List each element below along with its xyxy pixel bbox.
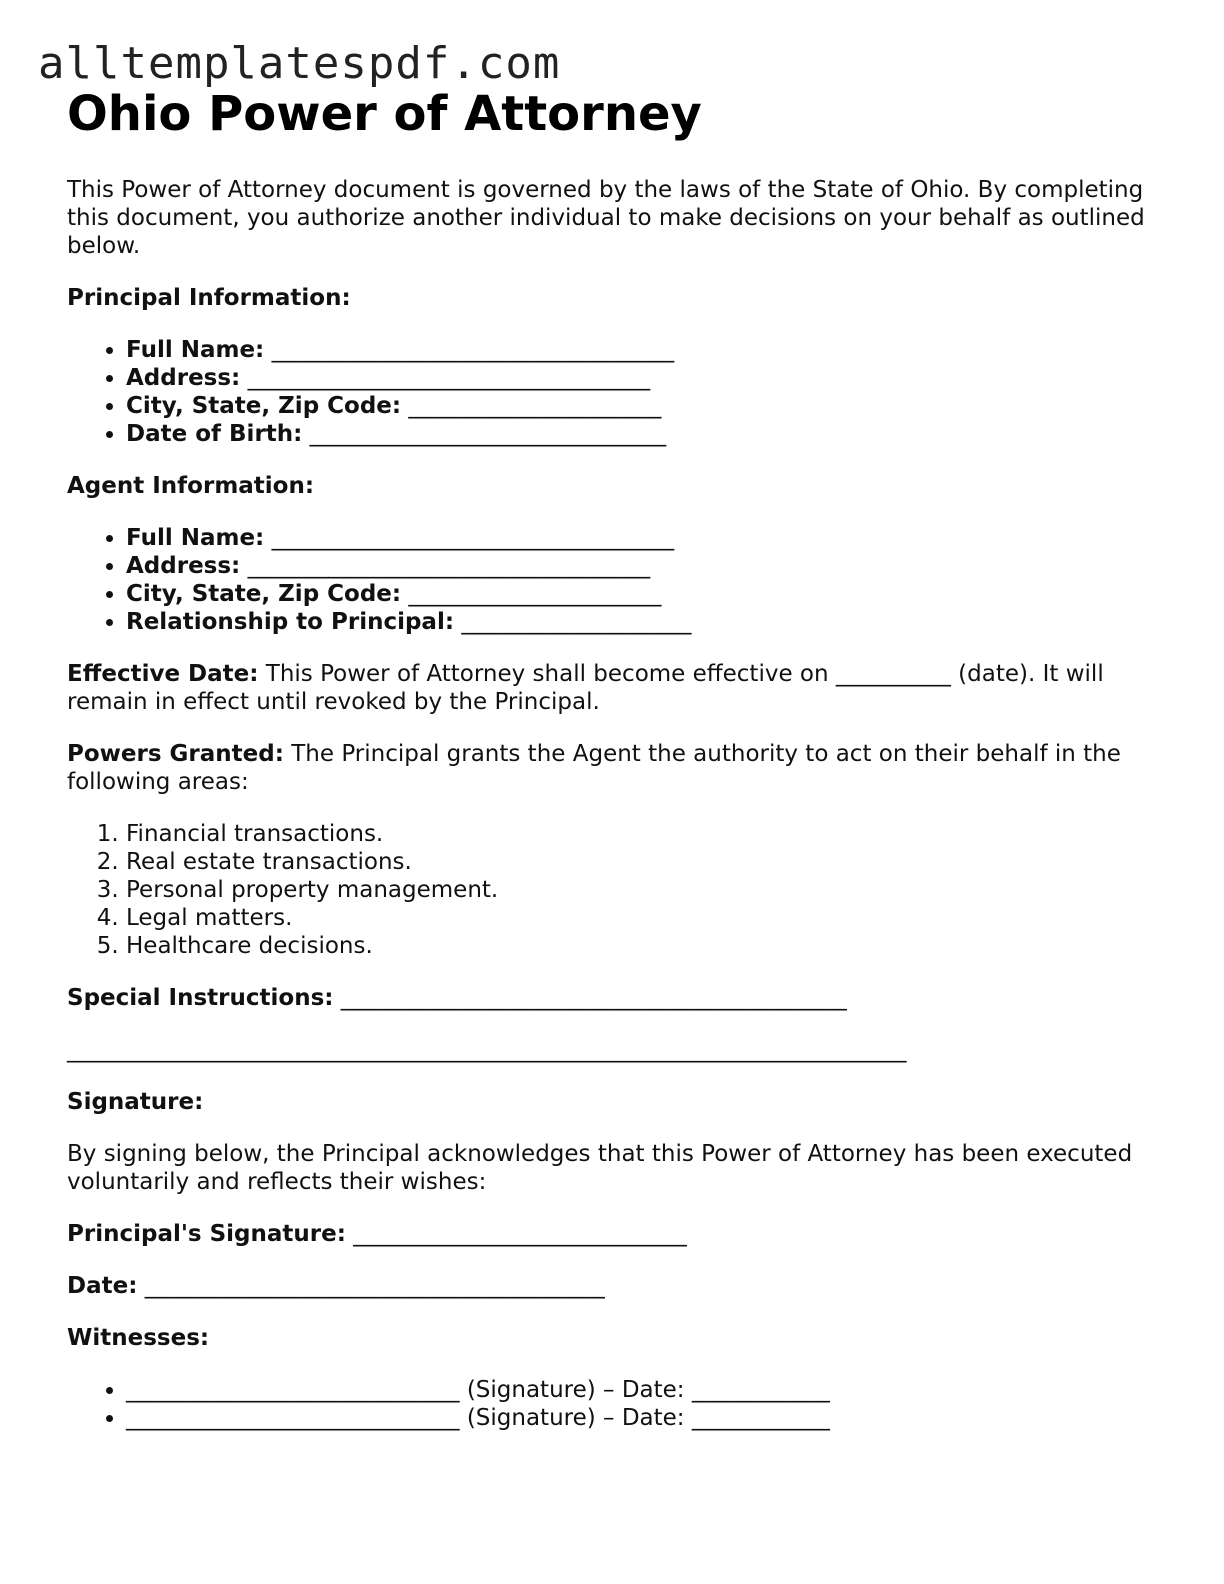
watermark: alltemplatespdf.com: [38, 38, 561, 89]
field-blank: ______________________: [408, 393, 662, 419]
list-item: 2. Real estate transactions.: [126, 848, 1157, 876]
signature-date-label: Date:: [67, 1273, 138, 1299]
witness-date-blank: ____________: [691, 1377, 830, 1403]
field-blank: ___________________________________: [271, 525, 675, 551]
witness-date-blank: ____________: [691, 1405, 830, 1431]
principal-signature-field[interactable]: [67, 1220, 1157, 1248]
witnesses-list: [67, 1376, 1157, 1432]
witnesses-heading: Witnesses:: [67, 1325, 210, 1351]
witness-signature-text: (Signature) – Date:: [466, 1405, 685, 1431]
field-blank: ___________________________________: [247, 553, 651, 579]
principal-date-of-birth-field[interactable]: [126, 420, 1157, 448]
witness-signature-text: (Signature) – Date:: [466, 1377, 685, 1403]
special-instructions-field[interactable]: [67, 984, 1157, 1012]
field-label: City, State, Zip Code:: [126, 393, 402, 419]
principal-signature-label: Principal's Signature:: [67, 1221, 346, 1247]
principal-address-field[interactable]: [126, 364, 1157, 392]
witness-signature-field[interactable]: [126, 1404, 1157, 1432]
signature-date-field[interactable]: [67, 1272, 1157, 1300]
field-blank: ___________________________________: [247, 365, 651, 391]
field-label: Address:: [126, 365, 241, 391]
effective-date-paragraph: [67, 660, 1157, 716]
field-label: Date of Birth:: [126, 421, 303, 447]
list-item: 4. Legal matters.: [126, 904, 1157, 932]
field-blank: _______________________________: [309, 421, 667, 447]
field-label: Full Name:: [126, 525, 265, 551]
witness-signature-blank: _____________________________: [126, 1377, 460, 1403]
principal-heading: Principal Information:: [67, 285, 351, 311]
special-instructions-line-2[interactable]: _________________________________________________________________________: [67, 1037, 907, 1063]
principal-fields: [67, 336, 1157, 448]
agent-heading: Agent Information:: [67, 473, 315, 499]
principal-signature-blank: _____________________________: [353, 1221, 687, 1247]
field-label: Relationship to Principal:: [126, 609, 455, 635]
list-item: 3. Personal property management.: [126, 876, 1157, 904]
agent-city-state-zip-field[interactable]: [126, 580, 1157, 608]
field-blank: ___________________________________: [271, 337, 675, 363]
intro-paragraph: This Power of Attorney document is governed by the laws of the State of Ohio. By completing this document, you authorize another individual to make decisions on your behalf as outlined below.: [67, 177, 1145, 259]
list-item: 1. Financial transactions.: [126, 820, 1157, 848]
special-instructions-blank: ____________________________________________: [340, 985, 847, 1011]
page-title: Ohio Power of Attorney: [67, 86, 702, 142]
principal-full-name-field[interactable]: [126, 336, 1157, 364]
powers-granted-label: Powers Granted:: [67, 741, 284, 767]
effective-date-text: This Power of Attorney shall become effective on __________ (date). It will remain in effect until revoked by the Principal.: [67, 661, 1104, 715]
witness-signature-field[interactable]: [126, 1376, 1157, 1404]
field-blank: ______________________: [408, 581, 662, 607]
agent-address-field[interactable]: [126, 552, 1157, 580]
powers-list: [67, 820, 1157, 960]
principal-city-state-zip-field[interactable]: [126, 392, 1157, 420]
list-item: 5. Healthcare decisions.: [126, 932, 1157, 960]
field-label: Full Name:: [126, 337, 265, 363]
field-label: Address:: [126, 553, 241, 579]
agent-full-name-field[interactable]: [126, 524, 1157, 552]
effective-date-label: Effective Date:: [67, 661, 259, 687]
powers-granted-paragraph: [67, 740, 1157, 796]
signature-heading: Signature:: [67, 1089, 204, 1115]
field-blank: ____________________: [461, 609, 692, 635]
special-instructions-label: Special Instructions:: [67, 985, 334, 1011]
agent-fields: [67, 524, 1157, 636]
powers-granted-text: The Principal grants the Agent the authority to act on their behalf in the following areas:: [67, 741, 1121, 795]
signature-acknowledgement: By signing below, the Principal acknowledges that this Power of Attorney has been executed voluntarily and reflects their wishes:: [67, 1141, 1133, 1195]
field-label: City, State, Zip Code:: [126, 581, 402, 607]
document-page: [67, 86, 1157, 1456]
agent-relationship-field[interactable]: [126, 608, 1157, 636]
witness-signature-blank: _____________________________: [126, 1405, 460, 1431]
signature-date-blank: ________________________________________: [144, 1273, 605, 1299]
